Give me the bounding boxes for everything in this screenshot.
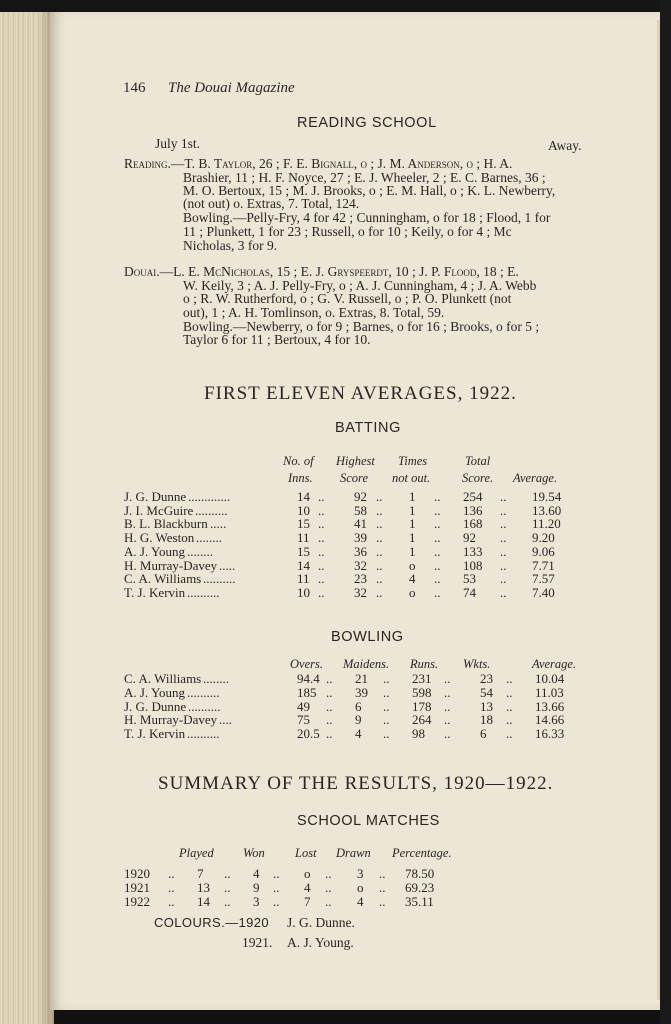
year-cell: 1921 <box>124 880 150 895</box>
leader-dots: .. <box>506 671 513 686</box>
text-line: Reading.—T. B. Taylor, 26 ; F. E. Bignall, o ; J. M. Anderson, o ; H. A. <box>124 156 513 171</box>
leader-dots: .. <box>376 571 383 586</box>
leader-dots: ..... <box>219 558 236 573</box>
leader-dots: .. <box>444 726 451 741</box>
percentage-cell: 69.23 <box>405 880 435 895</box>
colours-label: COLOURS.—1920 <box>154 915 270 930</box>
leader-dots: .. <box>500 530 507 545</box>
page-number: 146 <box>123 80 146 96</box>
inns-cell: 14 <box>297 489 310 504</box>
leader-dots: .......... <box>195 503 228 518</box>
leader-dots: .. <box>168 866 175 881</box>
leader-dots: .. <box>383 671 390 686</box>
overs-cell: 20.5 <box>297 726 320 741</box>
leader-dots: .. <box>500 516 507 531</box>
text-line: Nicholas, 3 for 9. <box>183 238 278 253</box>
average-cell: 11.20 <box>532 516 561 531</box>
overs-cell: 75 <box>297 712 310 727</box>
total-cell: 133 <box>463 544 483 559</box>
leader-dots: .. <box>379 866 386 881</box>
leader-dots: .. <box>376 503 383 518</box>
col-header: Average. <box>532 657 577 671</box>
average-cell: 19.54 <box>532 489 562 504</box>
wkts-cell: 23 <box>480 671 493 686</box>
year-cell: 1922 <box>124 894 150 909</box>
leader-dots: .. <box>326 699 333 714</box>
leader-dots: .. <box>444 699 451 714</box>
col-header: Overs. <box>290 657 323 671</box>
overs-cell: 185 <box>297 685 317 700</box>
drawn-cell: o <box>357 880 364 895</box>
col-header: Wkts. <box>463 657 491 671</box>
maidens-cell: 9 <box>355 712 362 727</box>
col-header: Won <box>243 846 265 860</box>
maidens-cell: 6 <box>355 699 362 714</box>
match-venue: Away. <box>548 138 582 153</box>
bowler-name: T. J. Kervin <box>124 726 186 741</box>
highest-cell: 41 <box>354 516 367 531</box>
leader-dots: .. <box>325 880 332 895</box>
highest-cell: 32 <box>354 585 367 600</box>
not-out-cell: 1 <box>409 530 416 545</box>
not-out-cell: o <box>409 585 416 600</box>
average-cell: 14.66 <box>535 712 565 727</box>
text-line: (not out) o. Extras, 7. Total, 124. <box>183 196 360 211</box>
leader-dots: .. <box>224 866 231 881</box>
leader-dots: .. <box>434 585 441 600</box>
leader-dots: ........ <box>196 530 222 545</box>
not-out-cell: 1 <box>409 544 416 559</box>
col-header: Inns. <box>288 471 313 485</box>
leader-dots: .. <box>434 558 441 573</box>
overs-cell: 49 <box>297 699 310 714</box>
highest-cell: 58 <box>354 503 367 518</box>
text-line: Taylor 6 for 11 ; Bertoux, 4 for 10. <box>183 332 371 347</box>
batter-name: J. G. Dunne <box>124 489 187 504</box>
average-cell: 9.20 <box>532 530 555 545</box>
played-cell: 7 <box>197 866 204 881</box>
leader-dots: ........ <box>203 671 229 686</box>
col-header: No. of <box>283 454 314 468</box>
played-cell: 14 <box>197 894 210 909</box>
leader-dots: .. <box>318 530 325 545</box>
maidens-cell: 39 <box>355 685 368 700</box>
leader-dots: .. <box>434 516 441 531</box>
col-header: Maidens. <box>343 657 390 671</box>
leader-dots: .. <box>383 685 390 700</box>
maidens-cell: 4 <box>355 726 362 741</box>
text-line: Brashier, 11 ; H. F. Noyce, 27 ; E. J. Wheeler, 2 ; E. C. Barnes, 36 ; <box>183 170 546 185</box>
col-header: Times <box>398 454 428 468</box>
bowling-title: BOWLING <box>331 629 404 645</box>
batter-name: B. L. Blackburn <box>124 516 208 531</box>
leader-dots: .. <box>506 712 513 727</box>
average-cell: 13.60 <box>532 503 562 518</box>
leader-dots: .. <box>376 544 383 559</box>
leader-dots: ............. <box>188 489 231 504</box>
runs-cell: 264 <box>412 712 432 727</box>
leader-dots: .. <box>168 894 175 909</box>
colours-year-1921: 1921. <box>242 935 273 950</box>
leader-dots: .. <box>500 544 507 559</box>
leader-dots: .. <box>273 866 280 881</box>
leader-dots: .. <box>318 489 325 504</box>
leader-dots: .. <box>325 866 332 881</box>
total-cell: 108 <box>463 558 483 573</box>
leader-dots: .. <box>500 571 507 586</box>
batter-name: T. J. Kervin <box>124 585 186 600</box>
won-cell: 3 <box>253 894 260 909</box>
average-cell: 7.71 <box>532 558 555 573</box>
bowler-name: C. A. Williams <box>124 671 202 686</box>
leader-dots: .. <box>383 699 390 714</box>
col-header: Total <box>465 454 491 468</box>
highest-cell: 36 <box>354 544 367 559</box>
overs-cell: 94.4 <box>297 671 320 686</box>
col-header: Played <box>179 846 214 860</box>
leader-dots: .. <box>273 880 280 895</box>
highest-cell: 92 <box>354 489 367 504</box>
leader-dots: .. <box>506 726 513 741</box>
leader-dots: .......... <box>203 571 236 586</box>
average-cell: 7.40 <box>532 585 555 600</box>
leader-dots: .. <box>318 516 325 531</box>
wkts-cell: 54 <box>480 685 493 700</box>
leader-dots: .. <box>434 503 441 518</box>
leader-dots: .. <box>326 671 333 686</box>
not-out-cell: 1 <box>409 516 416 531</box>
drawn-cell: 4 <box>357 894 364 909</box>
bowler-name: H. Murray-Davey <box>124 712 218 727</box>
leader-dots: .. <box>383 712 390 727</box>
col-header: Average. <box>513 471 558 485</box>
percentage-cell: 35.11 <box>405 894 434 909</box>
runs-cell: 231 <box>412 671 432 686</box>
total-cell: 74 <box>463 585 476 600</box>
total-cell: 168 <box>463 516 483 531</box>
average-cell: 10.04 <box>535 671 565 686</box>
section-title-reading: READING SCHOOL <box>297 115 437 131</box>
total-cell: 136 <box>463 503 483 518</box>
leader-dots: .. <box>434 571 441 586</box>
leader-dots: .. <box>500 585 507 600</box>
not-out-cell: o <box>409 558 416 573</box>
leader-dots: .. <box>434 530 441 545</box>
leader-dots: .. <box>318 585 325 600</box>
school-matches-title: SCHOOL MATCHES <box>297 813 440 829</box>
leader-dots: .......... <box>187 685 220 700</box>
text-line: out), 1 ; A. H. Tomlinson, o. Extras, 8. Total, 59. <box>183 305 445 320</box>
runs-cell: 178 <box>412 699 432 714</box>
not-out-cell: 1 <box>409 503 416 518</box>
wkts-cell: 18 <box>480 712 493 727</box>
leader-dots: .. <box>376 489 383 504</box>
runs-cell: 98 <box>412 726 425 741</box>
leader-dots: .. <box>376 530 383 545</box>
batter-name: A. J. Young <box>124 544 186 559</box>
text-line: Douai.—L. E. McNicholas, 15 ; E. J. Gryspeerdt, 10 ; J. P. Flood, 18 ; E. <box>124 264 519 279</box>
col-header: Lost <box>295 846 317 860</box>
highest-cell: 39 <box>354 530 367 545</box>
average-cell: 16.33 <box>535 726 565 741</box>
col-header: Score <box>340 471 368 485</box>
leader-dots: .. <box>444 685 451 700</box>
inns-cell: 15 <box>297 516 310 531</box>
leader-dots: .. <box>506 699 513 714</box>
leader-dots: .. <box>273 894 280 909</box>
inns-cell: 14 <box>297 558 310 573</box>
average-cell: 7.57 <box>532 571 555 586</box>
runs-cell: 598 <box>412 685 432 700</box>
text-line: 11 ; Plunkett, 1 for 23 ; Russell, o for 10 ; Keily, o for 4 ; Mc <box>183 224 512 239</box>
batter-name: J. I. McGuire <box>124 503 194 518</box>
total-cell: 53 <box>463 571 476 586</box>
batter-name: H. G. Weston <box>124 530 195 545</box>
leader-dots: ........ <box>187 544 213 559</box>
won-cell: 9 <box>253 880 260 895</box>
leader-dots: .. <box>379 894 386 909</box>
played-cell: 13 <box>197 880 210 895</box>
bowler-name: J. G. Dunne <box>124 699 187 714</box>
col-header: Score. <box>462 471 494 485</box>
total-cell: 92 <box>463 530 476 545</box>
col-header: Highest <box>336 454 375 468</box>
leader-dots: .. <box>168 880 175 895</box>
maidens-cell: 21 <box>355 671 368 686</box>
leader-dots: .. <box>500 558 507 573</box>
highest-cell: 23 <box>354 571 367 586</box>
leader-dots: .. <box>434 489 441 504</box>
leader-dots: .. <box>224 894 231 909</box>
text-line: Bowling.—Pelly-Fry, 4 for 42 ; Cunningham, o for 18 ; Flood, 1 for <box>183 210 551 225</box>
leader-dots: .. <box>318 544 325 559</box>
leader-dots: .. <box>318 571 325 586</box>
leader-dots: .. <box>434 544 441 559</box>
lost-cell: 7 <box>304 894 311 909</box>
leader-dots: .. <box>326 712 333 727</box>
col-header: Runs. <box>410 657 439 671</box>
col-header: not out. <box>392 471 431 485</box>
leader-dots: .......... <box>187 726 220 741</box>
average-cell: 11.03 <box>535 685 564 700</box>
not-out-cell: 4 <box>409 571 416 586</box>
leader-dots: .. <box>500 489 507 504</box>
leader-dots: .. <box>376 558 383 573</box>
text-line: Bowling.—Newberry, o for 9 ; Barnes, o for 16 ; Brooks, o for 5 ; <box>183 319 540 334</box>
bowler-name: A. J. Young <box>124 685 186 700</box>
inns-cell: 15 <box>297 544 310 559</box>
leader-dots: .. <box>326 685 333 700</box>
text-line: W. Keily, 3 ; A. J. Pelly-Fry, o ; A. J. Cunningham, 4 ; J. A. Webb <box>183 278 537 293</box>
leader-dots: .. <box>326 726 333 741</box>
leader-dots: .. <box>224 880 231 895</box>
lost-cell: 4 <box>304 880 311 895</box>
summary-title: SUMMARY OF THE RESULTS, 1920—1922. <box>158 773 554 794</box>
lost-cell: o <box>304 866 311 881</box>
leader-dots: .... <box>219 712 232 727</box>
leader-dots: .. <box>383 726 390 741</box>
running-title: The Douai Magazine <box>168 80 295 96</box>
batting-title: BATTING <box>335 420 401 436</box>
leader-dots: .. <box>444 712 451 727</box>
text-line: o ; R. W. Rutherford, o ; G. V. Russell, o ; P. O. Plunkett (not <box>183 291 512 306</box>
leader-dots: .. <box>444 671 451 686</box>
text-line: M. O. Bertoux, 15 ; M. J. Brooks, o ; E. M. Hall, o ; K. L. Newberry, <box>183 183 556 198</box>
year-cell: 1920 <box>124 866 150 881</box>
percentage-cell: 78.50 <box>405 866 435 881</box>
wkts-cell: 13 <box>480 699 493 714</box>
inns-cell: 11 <box>297 530 310 545</box>
total-cell: 254 <box>463 489 483 504</box>
inns-cell: 11 <box>297 571 310 586</box>
drawn-cell: 3 <box>357 866 364 881</box>
leader-dots: .. <box>325 894 332 909</box>
leader-dots: ..... <box>210 516 227 531</box>
colours-1921: A. J. Young. <box>287 935 354 950</box>
leader-dots: .. <box>506 685 513 700</box>
inns-cell: 10 <box>297 503 310 518</box>
not-out-cell: 1 <box>409 489 416 504</box>
col-header: Drawn <box>336 846 371 860</box>
average-cell: 9.06 <box>532 544 555 559</box>
averages-title: FIRST ELEVEN AVERAGES, 1922. <box>204 383 517 404</box>
highest-cell: 32 <box>354 558 367 573</box>
leader-dots: .. <box>318 558 325 573</box>
batter-name: H. Murray-Davey <box>124 558 218 573</box>
wkts-cell: 6 <box>480 726 487 741</box>
won-cell: 4 <box>253 866 260 881</box>
leader-dots: .. <box>376 585 383 600</box>
leader-dots: .. <box>318 503 325 518</box>
leader-dots: .. <box>376 516 383 531</box>
col-header: Percentage. <box>392 846 452 860</box>
leader-dots: .. <box>379 880 386 895</box>
match-date: July 1st. <box>155 136 201 151</box>
inns-cell: 10 <box>297 585 310 600</box>
average-cell: 13.66 <box>535 699 565 714</box>
colours-1920: J. G. Dunne. <box>287 915 355 930</box>
leader-dots: .......... <box>188 699 221 714</box>
leader-dots: .......... <box>187 585 220 600</box>
leader-dots: .. <box>500 503 507 518</box>
batter-name: C. A. Williams <box>124 571 202 586</box>
